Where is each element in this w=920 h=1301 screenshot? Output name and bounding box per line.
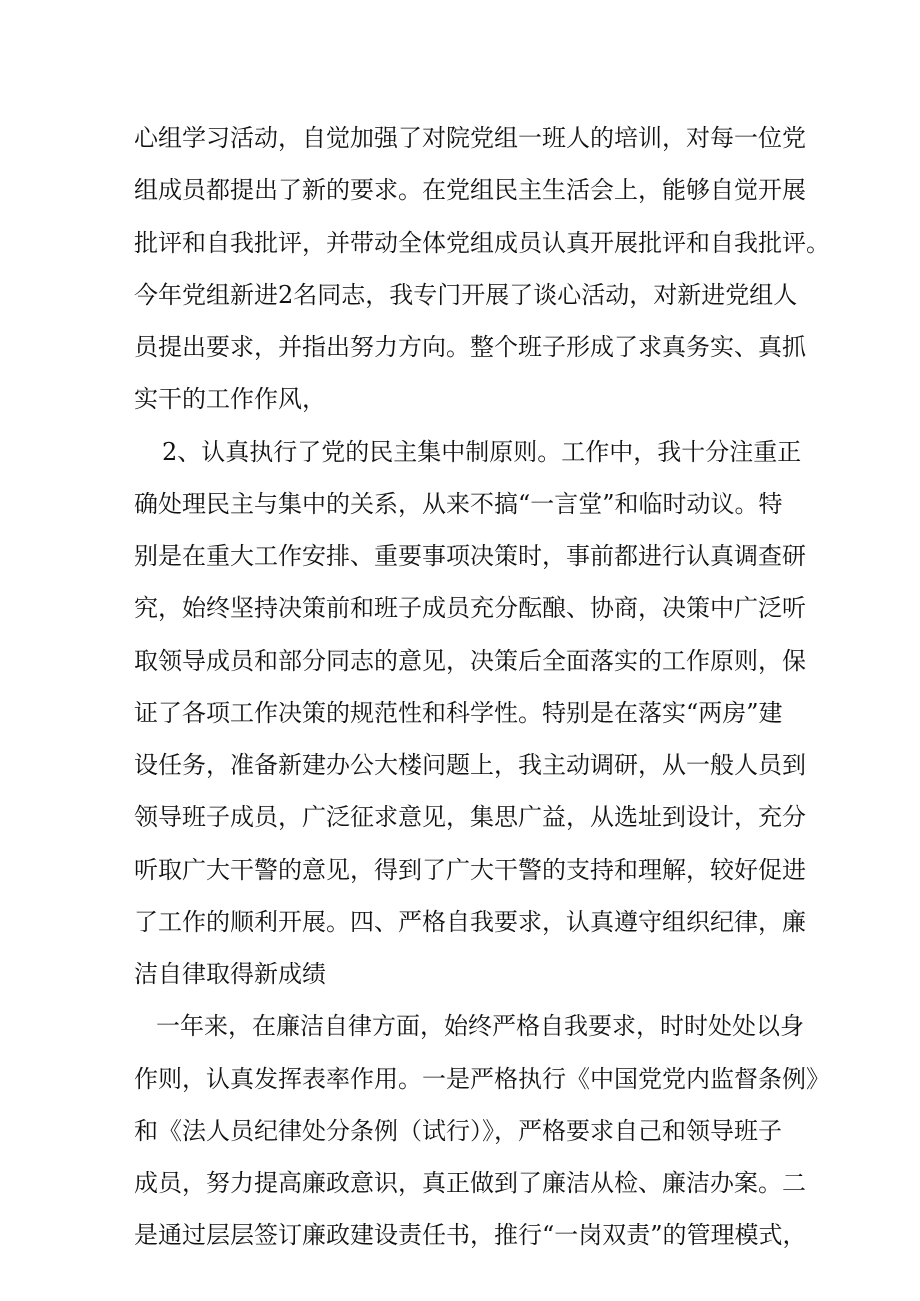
text-line: 实干的工作作风，: [134, 385, 326, 414]
text-line: 确处理民主与集中的关系，从来不搞“一言堂”和临时动议。特: [134, 489, 783, 518]
document-body: [134, 112, 830, 1262]
text-line: 洁自律取得新成绩: [134, 960, 326, 988]
text-line: 了工作的顺利开展。四、严格自我要求，认真遵守组织纪律，廉: [134, 907, 806, 936]
text-line: 员提出要求，并指出努力方向。整个班子形成了求真务实、真抓: [134, 333, 806, 361]
paragraph-start-line: 一年来，在廉洁自律方面，始终严格自我要求，时时处处以身: [156, 1012, 804, 1041]
text-line: 证了各项工作决策的规范性和科学性。特别是在落实“两房”建: [134, 698, 783, 727]
text-line: 和《法人员纪律处分条例（试行）》，严格要求自己和领导班子: [134, 1116, 782, 1145]
text-line: 今年党组新进2名同志，我专门开展了谈心活动，对新进党组人: [134, 280, 798, 309]
text-line: 别是在重大工作安排、重要事项决策时，事前都进行认真调查研: [134, 542, 806, 570]
paragraph-start-line: 2、认真执行了党的民主集中制原则。工作中，我十分注重正: [162, 437, 802, 466]
text-line: 取领导成员和部分同志的意见，决策后全面落实的工作原则，保: [134, 646, 806, 675]
text-line: 心组学习活动，自觉加强了对院党组一班人的培训，对每一位党: [134, 124, 806, 152]
text-line: 作则，认真发挥表率作用。一是严格执行《中国党党内监督条例》: [134, 1064, 830, 1093]
text-line: 是通过层层签订廉政建设责任书，推行“一岗双责”的管理模式，: [134, 1221, 807, 1250]
text-line: 究，始终坚持决策前和班子成员充分酝酿、协商，决策中广泛听: [134, 594, 806, 623]
text-line: 批评和自我批评，并带动全体党组成员认真开展批评和自我批评。: [134, 228, 830, 257]
text-line: 设任务，准备新建办公大楼问题上，我主动调研，从一般人员到: [134, 751, 806, 779]
text-line: 成员，努力提高廉政意识，真正做到了廉洁从检、廉洁办案。二: [134, 1169, 806, 1197]
text-line: 组成员都提出了新的要求。在党组民主生活会上，能够自觉开展: [134, 176, 806, 205]
text-line: 领导班子成员，广泛征求意见，集思广益，从选址到设计，充分: [134, 803, 806, 832]
text-line: 听取广大干警的意见，得到了广大干警的支持和理解，较好促进: [134, 855, 806, 884]
